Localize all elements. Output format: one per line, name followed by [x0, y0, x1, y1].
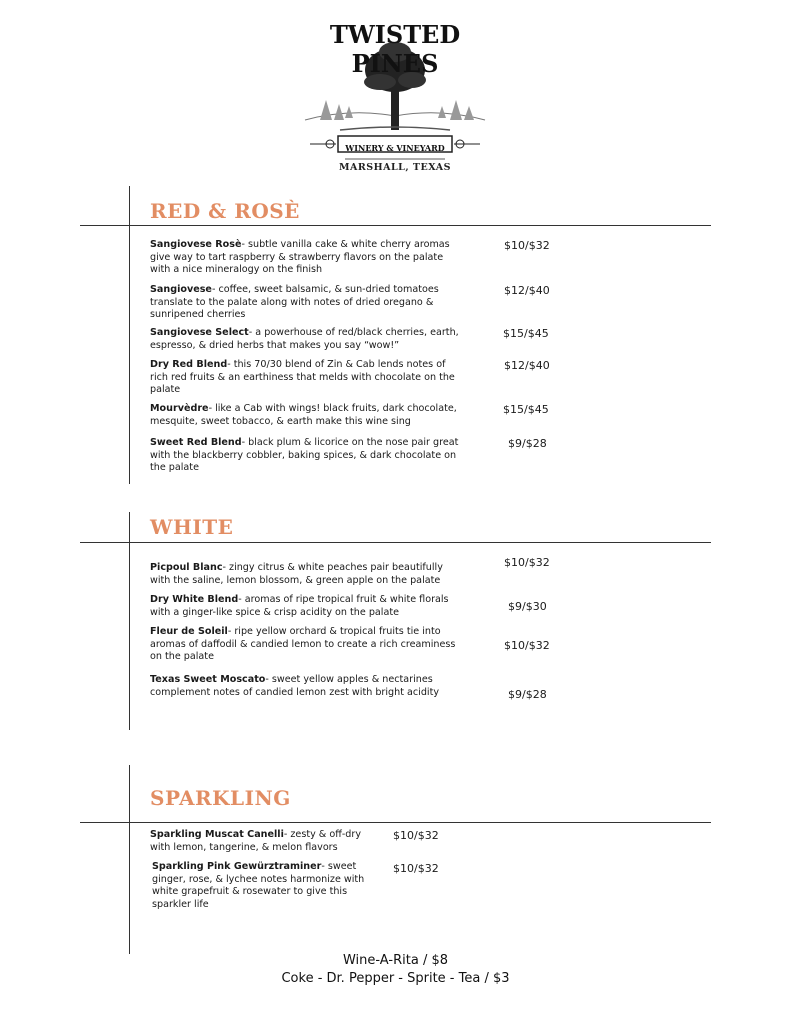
item-price: $10/$32	[393, 829, 439, 842]
item-price: $10/$32	[393, 862, 439, 875]
item-description: - coffee, sweet balsamic, & sun-dried tomatoes translate to the palate along with notes of dried oregano & sunripened cherries	[150, 284, 439, 320]
item-price: $10/$32	[504, 639, 550, 652]
item-name: Sangiovese Rosè	[150, 239, 242, 250]
menu-item-sparkling-pink-gewurztraminer	[152, 861, 382, 911]
menu-item-sweet-red-blend	[150, 437, 460, 475]
item-name: Sparkling Muscat Canelli	[150, 829, 284, 840]
brand-logo	[300, 12, 490, 172]
brand-name: TWISTED PINES	[329, 20, 461, 78]
item-description: - zingy citrus & white peaches pair beautifully with the saline, lemon blossom, & green apple on the palate	[150, 562, 443, 586]
item-description: - aromas of ripe tropical fruit & white florals with a ginger-like spice & crisp acidity on the palate	[150, 594, 449, 618]
sparkling-section-title: SPARKLING	[150, 786, 291, 810]
white-section-vertical-rule	[129, 512, 130, 730]
item-description: - like a Cab with wings! black fruits, dark chocolate, mesquite, sweet tobacco, & earth make this wine sing	[150, 403, 457, 427]
item-name: Sangiovese	[150, 284, 212, 295]
brand-location: MARSHALL, TEXAS	[338, 162, 452, 173]
item-name: Texas Sweet Moscato	[150, 674, 266, 685]
sparkling-section-vertical-rule	[129, 765, 130, 954]
item-name: Dry White Blend	[150, 594, 239, 605]
item-price: $9/$30	[508, 600, 547, 613]
item-price: $10/$32	[504, 556, 550, 569]
item-name: Dry Red Blend	[150, 359, 228, 370]
white-section-title: WHITE	[150, 515, 234, 539]
menu-item-sangiovese-rose	[150, 239, 450, 277]
item-name: Sweet Red Blend	[150, 437, 242, 448]
item-description: - a powerhouse of red/black cherries, earth, espresso, & dried herbs that makes you say “wow!”	[150, 327, 459, 351]
menu-item-picpoul-blanc	[150, 562, 460, 587]
red-section-horizontal-rule	[80, 225, 711, 226]
menu-item-dry-red-blend	[150, 359, 460, 397]
item-price: $12/$40	[504, 284, 550, 297]
item-price: $9/$28	[508, 437, 547, 450]
footer-line-soft-drinks: Coke - Dr. Pepper - Sprite - Tea / $3	[281, 971, 510, 986]
item-description: - zesty & off-dry with lemon, tangerine, & melon flavors	[150, 829, 361, 853]
item-name: Fleur de Soleil	[150, 626, 228, 637]
item-description: - this 70/30 blend of Zin & Cab lends notes of rich red fruits & an earthiness that melds with chocolate on the palate	[150, 359, 455, 395]
item-price: $15/$45	[503, 403, 549, 416]
item-description: - ripe yellow orchard & tropical fruits tie into aromas of daffodil & candied lemon to create a rich creaminess on the palate	[150, 626, 456, 662]
menu-item-fleur-de-soleil	[150, 626, 460, 664]
brand-subtitle: WINERY & VINEYARD	[345, 143, 445, 153]
item-name: Sparkling Pink Gewürztraminer	[152, 861, 322, 872]
white-section-horizontal-rule	[80, 542, 711, 543]
menu-item-sangiovese-select	[150, 327, 460, 352]
item-description: - subtle vanilla cake & white cherry aromas give way to tart raspberry & strawberry flavors on the palate with a nice mineralogy on the finish	[150, 239, 450, 275]
menu-item-sangiovese	[150, 284, 450, 322]
item-name: Sangiovese Select	[150, 327, 249, 338]
menu-item-mourvedre	[150, 403, 460, 428]
menu-item-texas-sweet-moscato	[150, 674, 460, 699]
footer-line-wine-a-rita: Wine-A-Rita / $8	[342, 953, 448, 968]
red-section-title: RED & ROSÈ	[150, 199, 300, 223]
item-description: - sweet yellow apples & nectarines complement notes of candied lemon zest with bright acidity	[150, 674, 440, 698]
sparkling-section-horizontal-rule	[80, 822, 711, 823]
item-name: Picpoul Blanc	[150, 562, 223, 573]
item-price: $12/$40	[504, 359, 550, 372]
item-description: - sweet ginger, rose, & lychee notes harmonize with white grapefruit & rosewater to give this sparkler life	[152, 861, 365, 910]
item-name: Mourvèdre	[150, 403, 209, 414]
red-section-vertical-rule	[129, 186, 130, 484]
item-price: $15/$45	[503, 327, 549, 340]
item-price: $9/$28	[508, 688, 547, 701]
menu-item-dry-white-blend	[150, 594, 460, 619]
item-price: $10/$32	[504, 239, 550, 252]
menu-item-sparkling-muscat-canelli	[150, 829, 378, 854]
item-description: - black plum & licorice on the nose pair great with the blackberry cobbler, baking spices, & dark chocolate on the palate	[150, 437, 459, 473]
